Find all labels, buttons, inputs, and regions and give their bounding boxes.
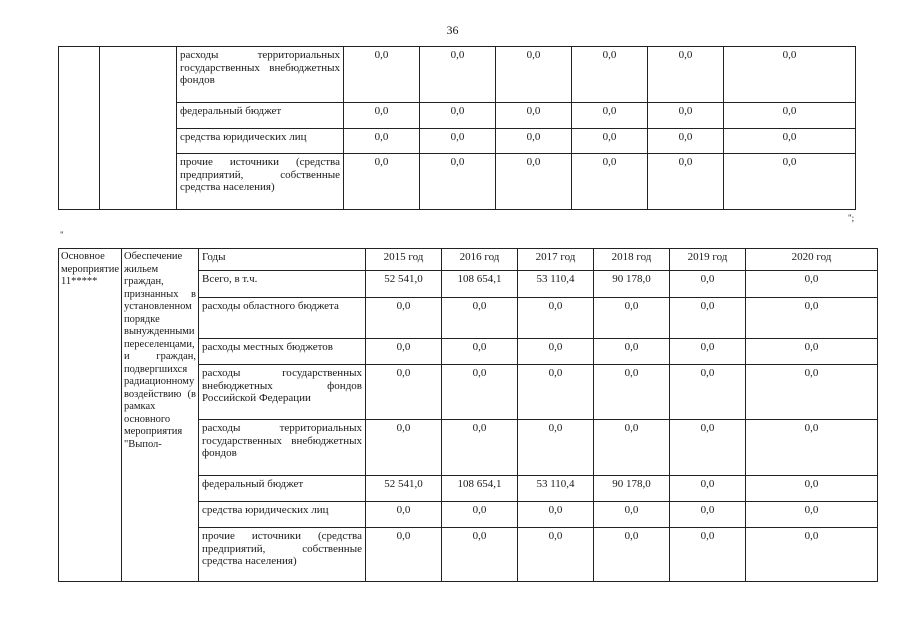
value-cell: 0,0	[593, 528, 669, 582]
value-cell: 0,0	[593, 298, 669, 339]
value-cell: 0,0	[517, 502, 593, 528]
value-cell: 0,0	[441, 502, 517, 528]
value-cell: 0,0	[669, 365, 745, 420]
value-cell: 0,0	[344, 103, 420, 129]
value-cell: 0,0	[745, 271, 877, 298]
value-cell: 0,0	[441, 339, 517, 365]
value-cell: 0,0	[648, 154, 724, 210]
value-cell: 0,0	[365, 420, 441, 476]
value-cell: 0,0	[420, 154, 496, 210]
value-cell: 0,0	[420, 103, 496, 129]
value-cell: 0,0	[441, 298, 517, 339]
measure-description-cell: Обеспечение жильем граждан, признанных в установленном порядке вынужденными переселенцами, и граждан, подвергшихся радиационному воздействию (в рамках основного мероприятия "Выпол-	[121, 249, 198, 582]
value-cell: 0,0	[441, 365, 517, 420]
value-cell: 0,0	[365, 528, 441, 582]
value-cell: 90 178,0	[593, 271, 669, 298]
row-label: расходы территориальных государственных внебюджетных фондов	[177, 47, 344, 103]
value-cell: 0,0	[648, 129, 724, 154]
column-header: 2015 год	[365, 249, 441, 271]
value-cell: 0,0	[365, 339, 441, 365]
budget-table-continued	[58, 46, 856, 210]
value-cell: 0,0	[344, 129, 420, 154]
value-cell: 0,0	[420, 129, 496, 154]
value-cell: 0,0	[365, 365, 441, 420]
value-cell: 0,0	[669, 476, 745, 502]
value-cell: 0,0	[572, 129, 648, 154]
value-cell: 108 654,1	[441, 476, 517, 502]
value-cell: 0,0	[669, 528, 745, 582]
value-cell: 0,0	[745, 365, 877, 420]
value-cell: 0,0	[572, 103, 648, 129]
value-cell: 0,0	[344, 47, 420, 103]
value-cell: 0,0	[745, 298, 877, 339]
value-cell: 0,0	[496, 103, 572, 129]
measure-name-cell: Основное мероприятие 11*****	[59, 249, 122, 582]
value-cell: 0,0	[724, 47, 856, 103]
table-header-row	[59, 249, 878, 271]
merged-cell	[100, 47, 177, 210]
row-label: расходы областного бюджета	[198, 298, 365, 339]
value-cell: 0,0	[593, 502, 669, 528]
value-cell: 0,0	[745, 339, 877, 365]
value-cell: 0,0	[441, 420, 517, 476]
table-row	[59, 103, 856, 129]
value-cell: 0,0	[745, 420, 877, 476]
row-label: расходы местных бюджетов	[198, 339, 365, 365]
value-cell: 0,0	[745, 502, 877, 528]
row-label: прочие источники (средства предприятий, собственные средства населения)	[198, 528, 365, 582]
value-cell: 0,0	[365, 298, 441, 339]
value-cell: 0,0	[441, 528, 517, 582]
column-header: 2017 год	[517, 249, 593, 271]
value-cell: 0,0	[669, 502, 745, 528]
value-cell: 0,0	[517, 365, 593, 420]
value-cell: 0,0	[517, 298, 593, 339]
row-label: Всего, в т.ч.	[198, 271, 365, 298]
row-label: расходы территориальных государственных внебюджетных фондов	[198, 420, 365, 476]
value-cell: 0,0	[496, 47, 572, 103]
column-header: 2018 год	[593, 249, 669, 271]
row-label: федеральный бюджет	[198, 476, 365, 502]
value-cell: 90 178,0	[593, 476, 669, 502]
value-cell: 0,0	[669, 420, 745, 476]
merged-cell	[59, 47, 100, 210]
value-cell: 0,0	[365, 502, 441, 528]
column-header: 2019 год	[669, 249, 745, 271]
value-cell: 0,0	[648, 47, 724, 103]
value-cell: 0,0	[572, 154, 648, 210]
value-cell: 0,0	[572, 47, 648, 103]
value-cell: 0,0	[517, 339, 593, 365]
value-cell: 0,0	[648, 103, 724, 129]
opening-quote: "	[60, 230, 64, 240]
value-cell: 0,0	[496, 154, 572, 210]
value-cell: 0,0	[420, 47, 496, 103]
row-label: прочие источники (средства предприятий, собственные средства населения)	[177, 154, 344, 210]
value-cell: 0,0	[745, 528, 877, 582]
column-header: 2016 год	[441, 249, 517, 271]
value-cell: 0,0	[517, 420, 593, 476]
column-header: 2020 год	[745, 249, 877, 271]
value-cell: 0,0	[593, 339, 669, 365]
page-number: 36	[446, 23, 459, 37]
value-cell: 108 654,1	[441, 271, 517, 298]
value-cell: 0,0	[669, 298, 745, 339]
row-label: федеральный бюджет	[177, 103, 344, 129]
value-cell: 0,0	[724, 154, 856, 210]
table-row	[59, 154, 856, 210]
value-cell: 52 541,0	[365, 476, 441, 502]
value-cell: 52 541,0	[365, 271, 441, 298]
value-cell: 53 110,4	[517, 271, 593, 298]
value-cell: 0,0	[517, 528, 593, 582]
value-cell: 53 110,4	[517, 476, 593, 502]
table-row	[59, 129, 856, 154]
value-cell: 0,0	[724, 103, 856, 129]
table-row	[59, 47, 856, 103]
value-cell: 0,0	[593, 365, 669, 420]
value-cell: 0,0	[724, 129, 856, 154]
column-header-years: Годы	[198, 249, 365, 271]
value-cell: 0,0	[745, 476, 877, 502]
budget-table-measure-11	[58, 248, 878, 582]
row-label: средства юридических лиц	[198, 502, 365, 528]
row-label: расходы государственных внебюджетных фондов Российской Федерации	[198, 365, 365, 420]
value-cell: 0,0	[669, 339, 745, 365]
row-label: средства юридических лиц	[177, 129, 344, 154]
value-cell: 0,0	[496, 129, 572, 154]
value-cell: 0,0	[593, 420, 669, 476]
value-cell: 0,0	[669, 271, 745, 298]
value-cell: 0,0	[344, 154, 420, 210]
closing-quote: ";	[848, 213, 855, 223]
